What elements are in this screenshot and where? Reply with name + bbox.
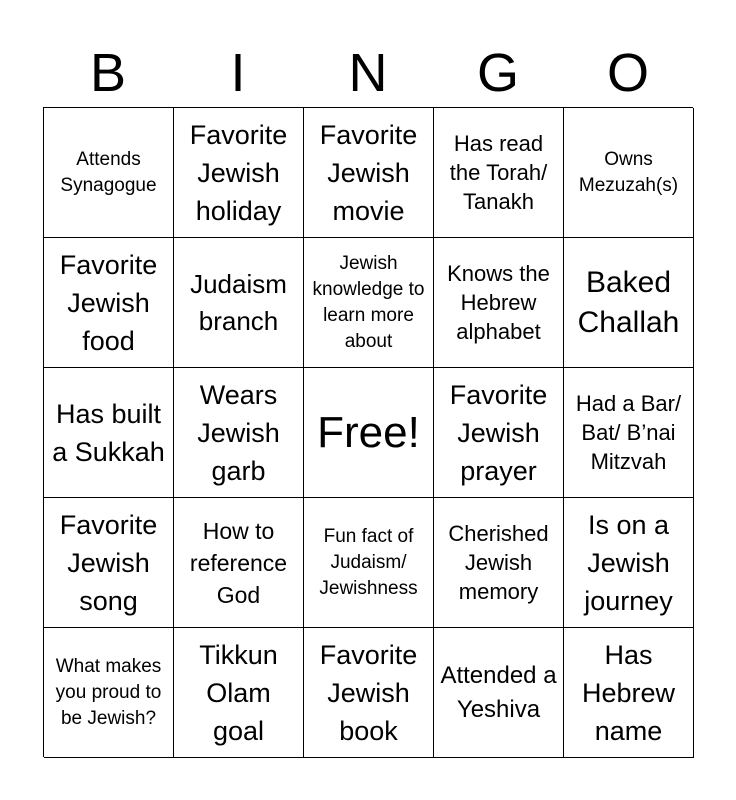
bingo-cell-r2-c2[interactable] <box>174 238 304 368</box>
header-letter-g: G <box>476 43 519 103</box>
bingo-cell-r5-c3[interactable] <box>304 628 434 758</box>
bingo-header <box>43 38 693 108</box>
bingo-cell-r2-c5[interactable] <box>564 238 694 368</box>
cell-label: Has read the Torah/ Tanakh <box>449 131 548 214</box>
free-space-label: Free! <box>317 407 420 457</box>
cell-label: Baked Challah <box>577 265 680 339</box>
bingo-cell-r4-c1[interactable] <box>44 498 174 628</box>
bingo-cell-r3-c3-free[interactable] <box>304 368 434 498</box>
bingo-cell-r1-c1[interactable] <box>44 108 174 238</box>
bingo-cell-r2-c4[interactable] <box>434 238 564 368</box>
cell-label: Jewish knowledge to learn more about <box>312 252 425 352</box>
header-letter-i: I <box>230 43 246 103</box>
bingo-cell-r5-c2[interactable] <box>174 628 304 758</box>
bingo-cell-r2-c1[interactable] <box>44 238 174 368</box>
header-letter-o: O <box>606 43 649 103</box>
cell-label: Tikkun Olam goal <box>199 639 278 746</box>
bingo-cell-r5-c1[interactable] <box>44 628 174 758</box>
cell-label: Judaism branch <box>190 268 287 336</box>
cell-label: How to reference God <box>189 517 288 608</box>
bingo-cell-r5-c4[interactable] <box>434 628 564 758</box>
cell-label: Wears Jewish garb <box>197 379 280 486</box>
bingo-cell-r5-c5[interactable] <box>564 628 694 758</box>
cell-label: What makes you proud to be Jewish? <box>55 655 162 729</box>
cell-label: Owns Mezuzah(s) <box>578 148 679 196</box>
cell-label: Knows the Hebrew alphabet <box>447 261 550 344</box>
cell-label: Is on a Jewish journey <box>584 509 673 616</box>
bingo-cell-r1-c4[interactable] <box>434 108 564 238</box>
cell-label: Favorite Jewish prayer <box>449 379 548 486</box>
bingo-cell-r3-c2[interactable] <box>174 368 304 498</box>
bingo-board <box>43 107 693 757</box>
cell-label: Has Hebrew name <box>581 639 676 746</box>
cell-label: Fun fact of Judaism/ Jewishness <box>319 525 418 599</box>
cell-label: Favorite Jewish book <box>319 639 418 746</box>
bingo-cell-r4-c5[interactable] <box>564 498 694 628</box>
bingo-cell-r3-c4[interactable] <box>434 368 564 498</box>
cell-label: Had a Bar/ Bat/ B’nai Mitzvah <box>575 391 682 474</box>
cell-label: Attends Synagogue <box>60 148 157 196</box>
cell-label: Attended a Yeshiva <box>440 661 557 723</box>
bingo-cell-r4-c2[interactable] <box>174 498 304 628</box>
header-letter-n: N <box>348 43 388 103</box>
bingo-cell-r1-c3[interactable] <box>304 108 434 238</box>
cell-label: Has built a Sukkah <box>52 398 165 467</box>
cell-label: Favorite Jewish food <box>59 249 158 356</box>
bingo-cell-r4-c4[interactable] <box>434 498 564 628</box>
cell-label: Favorite Jewish holiday <box>189 119 288 226</box>
cell-label: Favorite Jewish song <box>59 509 158 616</box>
cell-label: Cherished Jewish memory <box>448 521 549 604</box>
header-letter-b: B <box>89 43 127 103</box>
bingo-cell-r1-c5[interactable] <box>564 108 694 238</box>
bingo-cell-r3-c5[interactable] <box>564 368 694 498</box>
bingo-cell-r2-c3[interactable] <box>304 238 434 368</box>
bingo-cell-r4-c3[interactable] <box>304 498 434 628</box>
cell-label: Favorite Jewish movie <box>319 119 418 226</box>
bingo-cell-r1-c2[interactable] <box>174 108 304 238</box>
bingo-cell-r3-c1[interactable] <box>44 368 174 498</box>
